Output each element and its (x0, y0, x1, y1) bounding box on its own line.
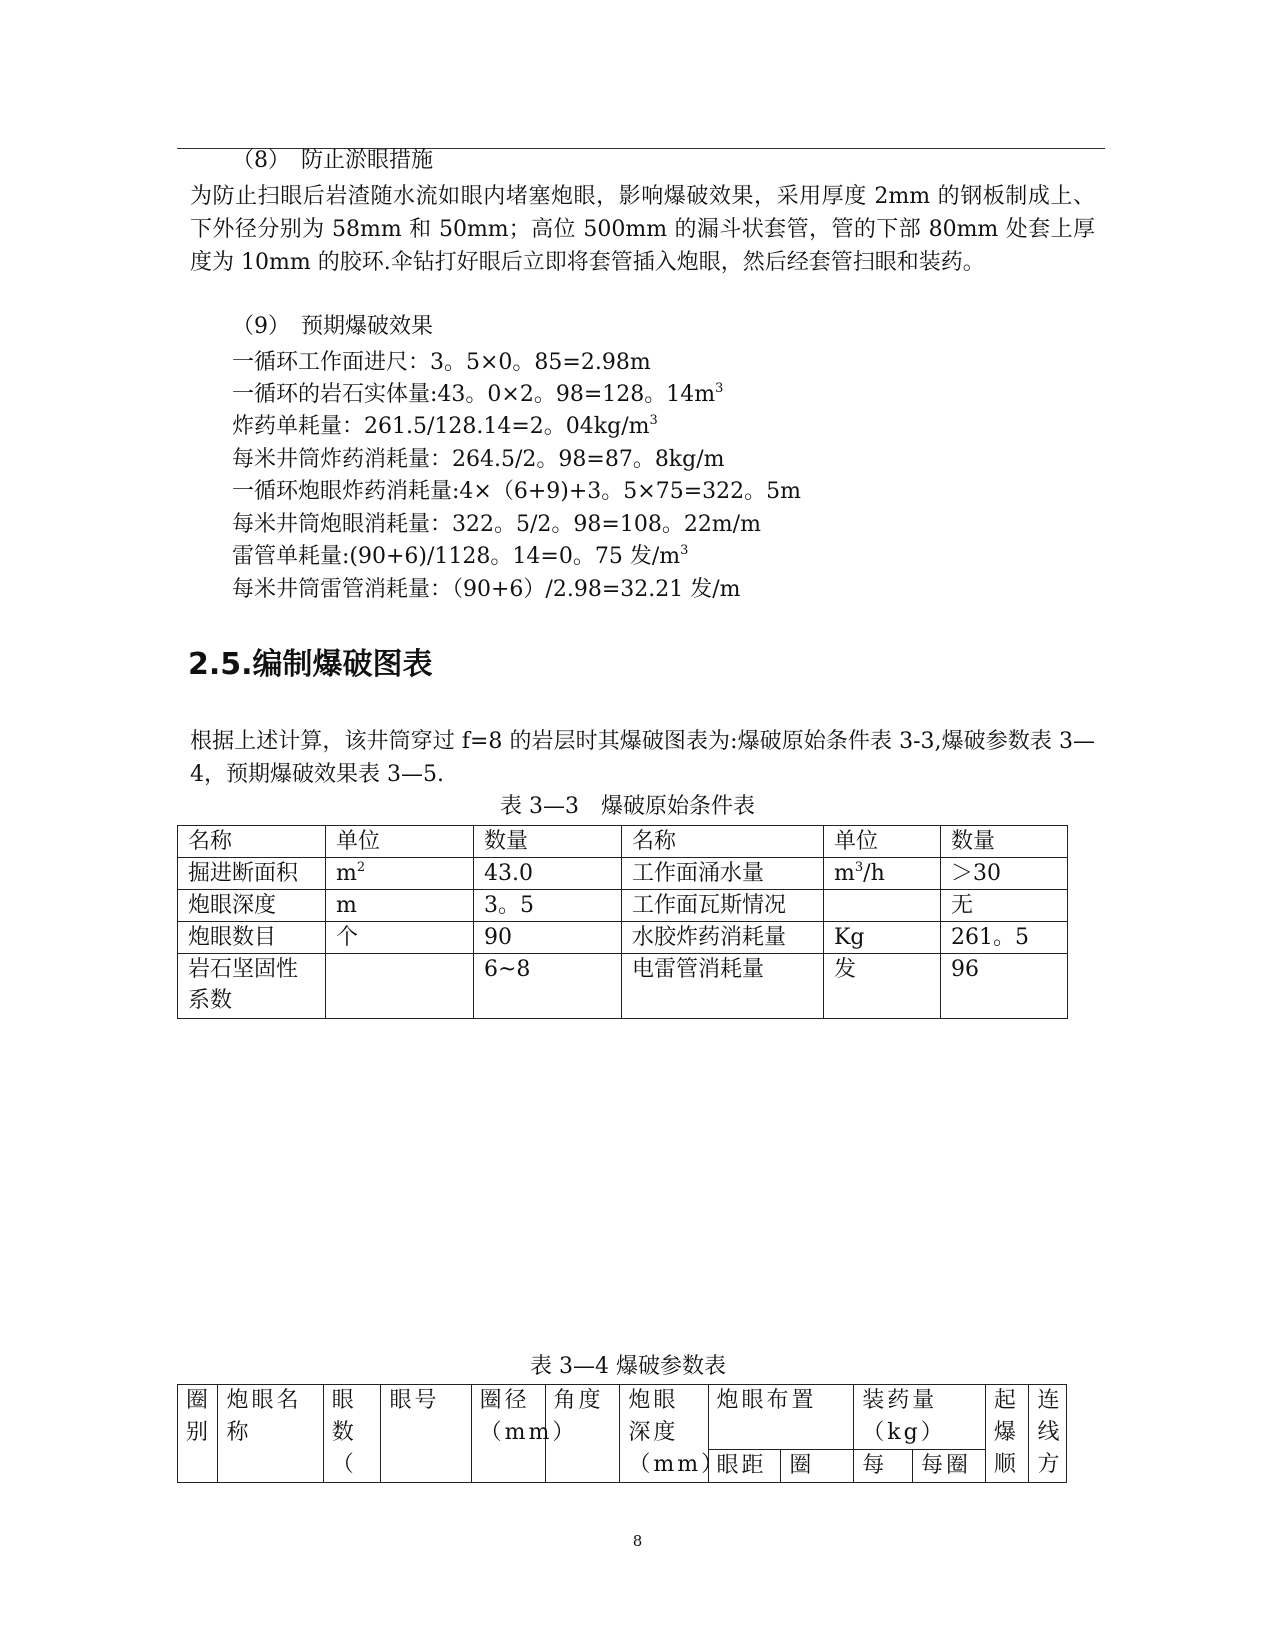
effect-line-8: 每米井筒雷管消耗量：（90+6）/2.98=32.21 发/m (232, 577, 741, 602)
table-cell: 名称 (622, 826, 824, 858)
table-cell: 圈径（mm） (471, 1385, 545, 1483)
table-cell: 6~8 (474, 954, 622, 1019)
measures8-text: 为防止扫眼后岩渣随水流如眼内堵塞炮眼，影响爆破效果，采用厚度 2mm 的钢板制成上、下外径分别为 58mm 和 50mm；高位 500mm 的漏斗状套管，管的下部 80mm 处套上厚度为 10mm 的胶环.伞钻打好眼后立即将套管插入炮眼，然后经套管扫眼和装药。 (190, 184, 1095, 275)
section-title: 2.5.编制爆破图表 (188, 647, 433, 682)
table-cell: 每圈 (913, 1450, 986, 1483)
effect-line-7: 雷管单耗量:(90+6)/1128。14=0。75 发$/m^3$ (232, 543, 689, 569)
section-intro: 根据上述计算，该井筒穿过 f=8 的岩层时其爆破图表为:爆破原始条件表 3-3,爆破参数表 3—4，预期爆破效果表 3—5. (190, 729, 1095, 787)
table-row (178, 858, 1068, 890)
table-cell: 炮眼布置 (708, 1385, 854, 1450)
effect-line-4: 每米井筒炸药消耗量：264.5/2。98=87。8kg/m (232, 447, 725, 472)
table-row (178, 1385, 1067, 1450)
table-row (178, 826, 1068, 858)
effect-line-3: 炸药单耗量：261.5/128.14=2。$04kg/m^3$ (232, 413, 658, 439)
table-cell: $m^3/h$ (824, 858, 941, 890)
table-cell: 炮眼名称 (218, 1385, 323, 1483)
page-number: 8 (632, 1532, 643, 1550)
table-cell: 眼数（ (323, 1385, 381, 1483)
table-cell: 电雷管消耗量 (622, 954, 824, 1019)
table-cell: 名称 (178, 826, 326, 858)
table-cell: 装药量（kg） (854, 1385, 986, 1450)
table-cell: 连线方 (1029, 1385, 1067, 1483)
table-cell: 单位 (824, 826, 941, 858)
table-cell: 3。5 (474, 890, 622, 922)
table-cell: 水胶炸药消耗量 (622, 922, 824, 954)
table34-caption: 表 3—4 爆破参数表 (530, 1354, 726, 1379)
table-cell (824, 890, 941, 922)
effect-line-1: 一循环工作面进尺：3。5×0。85=2.98m (232, 350, 651, 375)
effect-line-6: 每米井筒炮眼消耗量：322。5/2。98=108。22m/m (232, 512, 761, 537)
table-cell: 96 (941, 954, 1068, 1019)
table-cell: 数量 (474, 826, 622, 858)
measures8-heading: （8） 防止淤眼措施 (232, 148, 433, 173)
table33-caption: 表 3—3 爆破原始条件表 (500, 794, 755, 819)
table-cell: 圈别 (178, 1385, 218, 1483)
table-cell: 角度 (545, 1385, 620, 1483)
effect-line-5: 一循环炮眼炸药消耗量:4×（6+9)+3。5×75=322。5m (232, 479, 801, 504)
table-cell: 炮眼深度 (178, 890, 326, 922)
table-cell: $m^2$ (326, 858, 474, 890)
table-cell: m (326, 890, 474, 922)
table-cell: 工作面涌水量 (622, 858, 824, 890)
effect-line-2: 一循环的岩石实体量:43。0×2。98=128。$14m^3$ (232, 381, 724, 407)
table-cell: 每 (854, 1450, 913, 1483)
table-cell (326, 954, 474, 1019)
table-cell: 数量 (941, 826, 1068, 858)
table-cell: Kg (824, 922, 941, 954)
table-cell: 岩石坚固性系数 (178, 954, 326, 1019)
table-cell: 无 (941, 890, 1068, 922)
table-row (178, 954, 1068, 1019)
table-cell: 发 (824, 954, 941, 1019)
table-cell: 261。5 (941, 922, 1068, 954)
table-cell: 90 (474, 922, 622, 954)
table-cell: 炮眼深度（mm） (620, 1385, 708, 1483)
table-cell: 眼距 (708, 1450, 781, 1483)
table-cell: 个 (326, 922, 474, 954)
table-cell: 眼号 (381, 1385, 471, 1483)
table-cell: 起爆顺 (985, 1385, 1029, 1483)
table-cell: ＞30 (941, 858, 1068, 890)
table34 (177, 1384, 1067, 1483)
table-cell: 炮眼数目 (178, 922, 326, 954)
table-row (178, 922, 1068, 954)
table-cell: 圈 (781, 1450, 854, 1483)
table-cell: 单位 (326, 826, 474, 858)
table-row (178, 890, 1068, 922)
effect9-heading: （9） 预期爆破效果 (232, 314, 433, 339)
table-cell: 43.0 (474, 858, 622, 890)
table-cell: 掘进断面积 (178, 858, 326, 890)
table33 (177, 825, 1068, 1019)
table-cell: 工作面瓦斯情况 (622, 890, 824, 922)
